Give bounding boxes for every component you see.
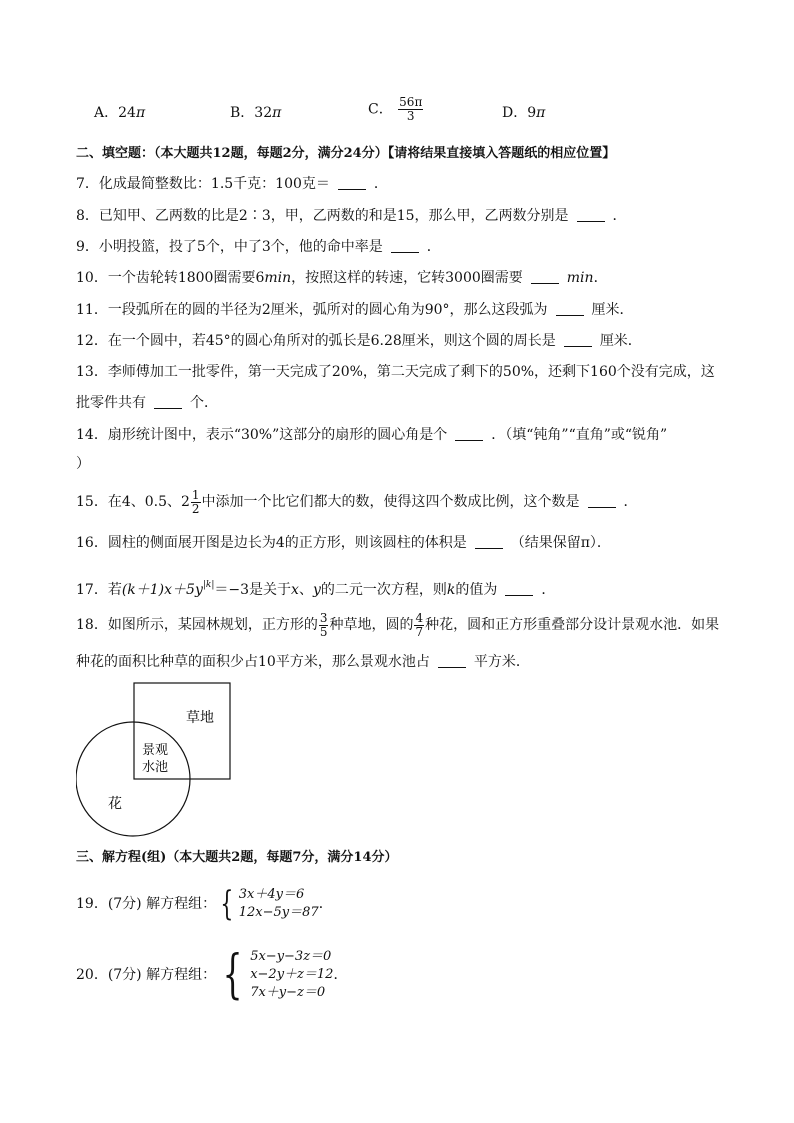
choice-b: B．32π (230, 105, 282, 121)
equation-system-19: { 3x＋4y＝6 12x−5y＝87 (220, 884, 319, 924)
question-16: 16．圆柱的侧面展开图是边长为4的正方形，则该圆柱的体积是 （结果保留π）． (76, 535, 611, 551)
mixed-fraction: $\frac{1}{2}$ (191, 487, 200, 516)
garden-diagram (76, 682, 236, 842)
label-pool-line2: 水池 (142, 760, 169, 775)
answer-blank[interactable] (564, 332, 592, 347)
answer-blank[interactable] (505, 581, 533, 596)
brace-icon: { (220, 884, 234, 924)
answer-blank[interactable] (338, 175, 366, 190)
label-grass: 草地 (186, 710, 214, 726)
question-18-line1: 18．如图所示，某园林规划，正方形的 $\frac{3}{5}$ 种草地，圆的 $\frac{4}{7}$ 种花，圆和正方形重叠部分设计景观水池．如果 (76, 610, 720, 639)
question-15: 15．在4、0.5、2 $\frac{1}{2}$ 中添加一个比它们都大的数，使得这四个数成比例，这个数是 ． (76, 487, 638, 516)
answer-blank[interactable] (391, 238, 419, 253)
section2-title: 二、填空题：（本大题共12题，每题2分，满分24分）【请将结果直接填入答题纸的相应位置】 (76, 146, 616, 161)
question-8: 8．已知甲、乙两数的比是2∶3，甲，乙两数的和是15，那么甲，乙两数分别是 ． (76, 208, 627, 224)
question-20: 20．(7分) 解方程组： { 5x−y−3z＝0 x−2y＋z＝12 7x＋y−z＝0 ． (76, 945, 348, 1005)
fraction-flower: $\frac{4}{7}$ (415, 610, 424, 639)
label-flower: 花 (108, 796, 122, 812)
section3-title: 三、解方程(组)（本大题共2题，每题7分，满分14分） (76, 850, 398, 865)
answer-blank[interactable] (455, 426, 483, 441)
question-10: 10．一个齿轮转1800圈需要6min，按照这样的转速，它转3000圈需要 min． (76, 270, 608, 286)
choice-c-fraction: $\frac{56\pi}{3}$ (399, 95, 423, 123)
question-13-line2: 批零件共有 个． (76, 395, 218, 411)
fraction-grass: $\frac{3}{5}$ (319, 610, 328, 639)
answer-blank[interactable] (577, 207, 605, 222)
equation-system-20: { 5x−y−3z＝0 x−2y＋z＝12 7x＋y−z＝0 (222, 945, 334, 1005)
choice-c: C． $\frac{56\pi}{3}$ (368, 95, 423, 123)
question-14-line2: ） (76, 456, 90, 472)
answer-blank[interactable] (438, 653, 466, 668)
question-14-line1: 14．扇形统计图中，表示“30%”这部分的扇形的圆心角是个 ．（填“钝角”“直角”或“锐角” (76, 427, 668, 443)
choice-d: D．9π (502, 105, 546, 121)
answer-blank[interactable] (588, 493, 616, 508)
question-17: 17．若$(k+1)x+5y^{|k|}=-3$是关于x、y的二元一次方程，则k的值为 ． (76, 580, 556, 598)
question-18-line2: 种花的面积比种草的面积少占10平方米，那么景观水池占 平方米． (76, 654, 530, 670)
question-13-line1: 13．李师傅加工一批零件，第一天完成了20%，第二天完成了剩下的50%，还剩下160个没有完成，这 (76, 364, 715, 380)
question-11: 11．一段弧所在的圆的半径为2厘米，弧所对的圆心角为90°，那么这段弧为 厘米． (76, 302, 634, 318)
answer-blank[interactable] (475, 534, 503, 549)
label-pool-line1: 景观 (142, 743, 169, 758)
answer-blank[interactable] (531, 269, 559, 284)
question-19: 19．(7分) 解方程组： { 3x＋4y＝6 12x−5y＝87 ． (76, 884, 333, 924)
answer-blank[interactable] (154, 394, 182, 409)
answer-blank[interactable] (556, 301, 584, 316)
brace-icon: { (222, 945, 243, 1005)
question-12: 12．在一个圆中，若45°的圆心角所对的弧长是6.28厘米，则这个圆的周长是 厘米． (76, 333, 642, 349)
choice-a: A．24π (94, 105, 146, 121)
question-7: 7．化成最简整数比：1.5千克：100克＝ ． (76, 176, 388, 192)
question-9: 9．小明投篮，投了5个，中了3个，他的命中率是 ． (76, 239, 441, 255)
